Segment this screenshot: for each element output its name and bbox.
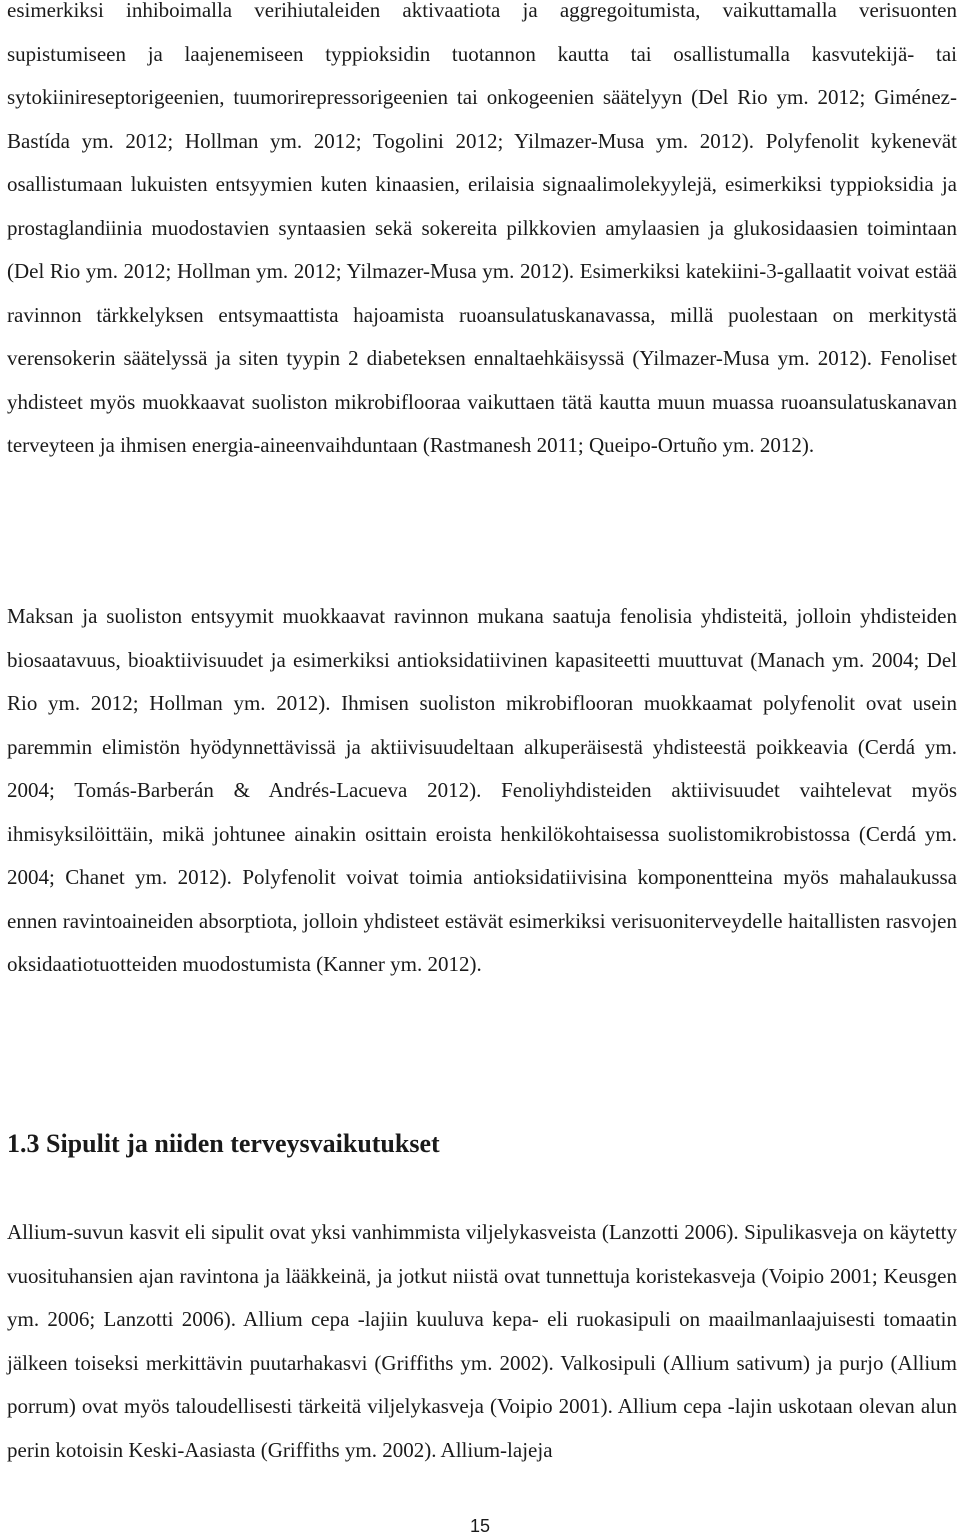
section-heading: 1.3 Sipulit ja niiden terveysvaikutukset (7, 1129, 440, 1158)
paragraph-polyphenol-mechanisms: esimerkiksi inhiboimalla verihiutaleiden aktivaatiota ja aggregoitumista, vaikuttamalla verisuonten supistumiseen ja laajenemiseen typpioksidin tuotannon kautta tai osallistumalla kasvutekijä- tai sytokiinireseptorigeenien, tuumorirepressorigeenien tai onkogeenien säätelyyn (Del Rio ym. 2012; Giménez-Bastída ym. 2012; Hollman ym. 2012; Togolini 2012; Yilmazer-Musa ym. 2012). Polyfenolit kykenevät osallistumaan lukuisten entsyymien kuten kinaasien, erilaisia signaalimolekyylejä, esimerkiksi typpioksidia ja prostaglandiinia muodostavien syntaasien sekä sokereita pilkkovien amylaasien ja glukosidaasien toimintaan (Del Rio ym. 2012; Hollman ym. 2012; Yilmazer-Musa ym. 2012). Esimerkiksi katekiini-3-gallaatit voivat estää ravinnon tärkkelyksen entsymaattista hajoamista ruoansulatuskanavassa, millä puolestaan on merkitystä verensokerin säätelyssä ja siten tyypin 2 diabeteksen ennaltaehkäisyssä (Yilmazer-Musa ym. 2012). Fenoliset yhdisteet myös muokkaavat suoliston mikrobiflooraa vaikuttaen tätä kautta muun muassa ruoansulatuskanavan terveyteen ja ihmisen energia-aineenvaihduntaan (Rastmanesh 2011; Queipo-Ortuño ym. 2012). (7, 0, 957, 457)
paragraph-allium: Allium-suvun kasvit eli sipulit ovat yksi vanhimmista viljelykasveista (Lanzotti 2006). Sipulikasveja on käytetty vuosituhansien ajan ravintona ja lääkkeinä, ja jotkut niistä ovat tunnettuja koristekasveja (Voipio 2001; Keusgen ym. 2006; Lanzotti 2006). Allium cepa -lajiin kuuluva kepa- eli ruokasipuli on maailmanlaajuisesti tomaatin jälkeen toiseksi merkittävin puutarhakasvi (Griffiths ym. 2002). Valkosipuli (Allium sativum) ja purjo (Allium porrum) ovat myös taloudellisesti tärkeitä viljelykasveja (Voipio 2001). Allium cepa -lajin uskotaan olevan alun perin kotoisin Keski-Aasiasta (Griffiths ym. 2002). Allium-lajeja (7, 1220, 957, 1462)
paragraph-polyphenol-metabolism: Maksan ja suoliston entsyymit muokkaavat ravinnon mukana saatuja fenolisia yhdisteitä, jolloin yhdisteiden biosaatavuus, bioaktiivisuudet ja esimerkiksi antioksidatiivinen kapasiteetti muuttuvat (Manach ym. 2004; Del Rio ym. 2012; Hollman ym. 2012). Ihmisen suoliston mikrobiflooran muokkaamat polyfenolit ovat usein paremmin elimistön hyödynnettävissä ja aktiivisuudeltaan alkuperäisestä yhdisteestä poikkeavia (Cerdá ym. 2004; Tomás-Barberán & Andrés-Lacueva 2012). Fenoliyhdisteiden aktiivisuudet vaihtelevat myös ihmisyksilöittäin, mikä johtunee ainakin osittain eroista henkilökohtaisessa suolistomikrobistossa (Cerdá ym. 2004; Chanet ym. 2012). Polyfenolit voivat toimia antioksidatiivisina komponentteina myös mahalaukussa ennen ravintoaineiden absorptiota, jolloin yhdisteet estävät esimerkiksi verisuoniterveydelle haitallisten rasvojen oksidaatiotuotteiden muodostumista (Kanner ym. 2012). (7, 604, 957, 976)
page-number: 15 (469, 1516, 491, 1536)
